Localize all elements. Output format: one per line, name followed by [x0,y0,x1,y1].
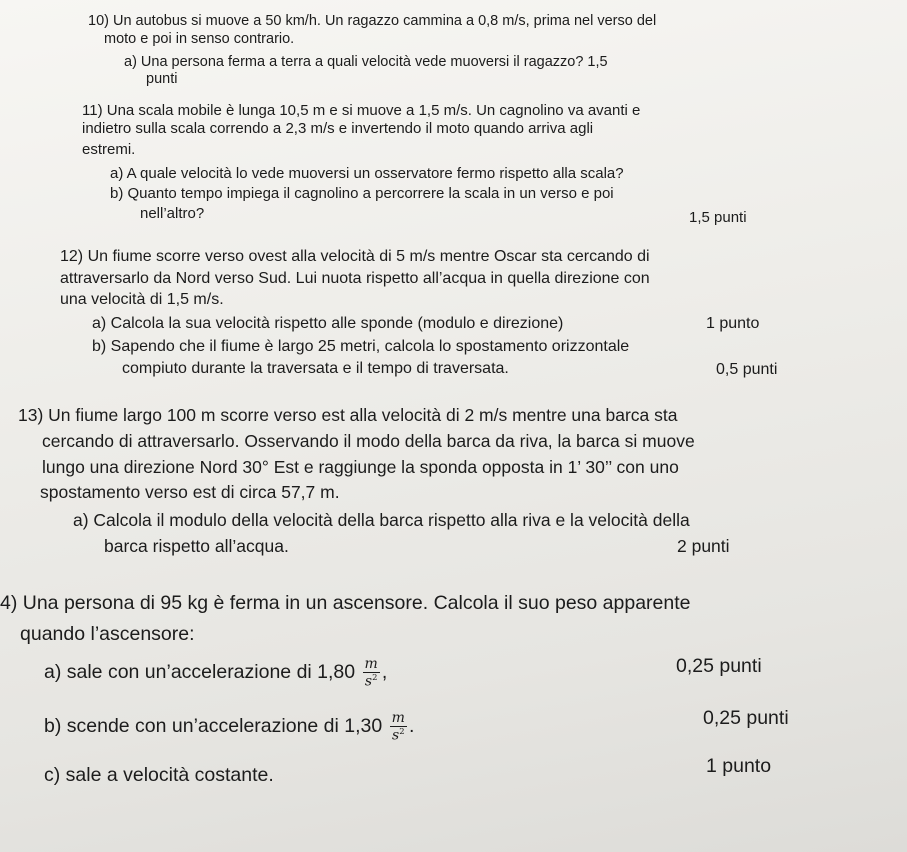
problem-10-question-a: a) Una persona ferma a terra a quali velocità vede muoversi il ragazzo? 1,5 [124,54,608,70]
problem-4-question-b-text: b) scende con un’accelerazione di 1,30 [44,715,383,738]
problem-11-line-2: indietro sulla scala correndo a 2,3 m/s e invertendo il moto quando arriva agli [82,120,594,137]
problem-10-line-2: moto e poi in senso contrario. [104,31,295,47]
acceleration-unit-fraction [390,711,407,743]
problem-10-question-a-points: punti [146,71,178,87]
problem-11-question-b-line-2: nell’altro? [140,205,205,222]
problem-11-line-3: estremi. [82,141,136,158]
problem-12-question-a-points: 1 punto [706,315,760,332]
acceleration-unit-fraction [363,657,380,689]
unit-numerator: m [364,656,378,672]
problem-4-question-b-tail: . [408,715,415,738]
unit-exponent: 2 [372,671,378,682]
problem-13-line-4: spostamento verso est di circa 57,7 m. [40,482,340,502]
problem-10-line-1: 10) Un autobus si muove a 50 km/h. Un ragazzo cammina a 0,8 m/s, prima nel verso del [88,13,657,29]
problem-12-line-2: attraversarlo da Nord verso Sud. Lui nuota rispetto all’acqua in quella direzione con [60,270,650,287]
unit-denominator [390,727,407,743]
problem-12-line-3: una velocità di 1,5 m/s. [60,291,224,308]
problem-4-question-c: c) sale a velocità costante. [44,764,274,786]
problem-4-question-a [44,657,387,689]
problem-11-points: 1,5 punti [689,209,747,226]
problem-11-line-1: 11) Una scala mobile è lunga 10,5 m e si muove a 1,5 m/s. Un cagnolino va avanti e [82,102,641,119]
problem-12-question-b-line-1: b) Sapendo che il fiume è largo 25 metri, calcola lo spostamento orizzontale [92,338,630,355]
unit-exponent: 2 [399,725,405,736]
problem-11-question-a: a) A quale velocità lo vede muoversi un osservatore fermo rispetto alla scala? [110,165,624,182]
problem-13-line-1: 13) Un fiume largo 100 m scorre verso est alla velocità di 2 m/s mentre una barca sta [18,405,678,425]
problem-13-line-3: lungo una direzione Nord 30° Est e raggiunge la sponda opposta in 1’ 30’’ con uno [42,457,679,477]
problem-13-question-a-line-1: a) Calcola il modulo della velocità della barca rispetto alla riva e la velocità della [73,510,690,530]
problem-12-line-1: 12) Un fiume scorre verso ovest alla velocità di 5 m/s mentre Oscar sta cercando di [60,248,650,265]
problem-4-question-a-tail: , [381,661,388,684]
problem-13-question-a-line-2: barca rispetto all’acqua. [104,536,289,556]
problem-11-question-b-line-1: b) Quanto tempo impiega il cagnolino a percorrere la scala in un verso e poi [110,185,614,202]
problem-12-question-a: a) Calcola la sua velocità rispetto alle sponde (modulo e direzione) [92,315,564,332]
problem-4-question-a-points: 0,25 punti [676,655,762,677]
unit-denominator [363,673,380,689]
problem-4-question-c-points: 1 punto [706,755,772,777]
problem-4-question-a-text: a) sale con un’accelerazione di 1,80 [44,661,356,684]
unit-denominator-base: s [364,673,373,690]
problem-4-question-b-points: 0,25 punti [703,707,789,729]
problem-12-question-b-points: 0,5 punti [716,361,778,378]
problem-4-question-b [44,711,414,743]
problem-4-line-2: quando l’ascensore: [20,623,195,645]
unit-denominator-base: s [392,727,400,744]
problem-12-question-b-line-2: compiuto durante la traversata e il tempo di traversata. [122,360,509,377]
unit-numerator: m [391,710,405,726]
problem-4-line-1: 4) Una persona di 95 kg è ferma in un ascensore. Calcola il suo peso apparente [0,592,691,614]
problem-13-points: 2 punti [677,536,730,556]
problem-13-line-2: cercando di attraversarlo. Osservando il modo della barca da riva, la barca si muove [42,431,695,451]
